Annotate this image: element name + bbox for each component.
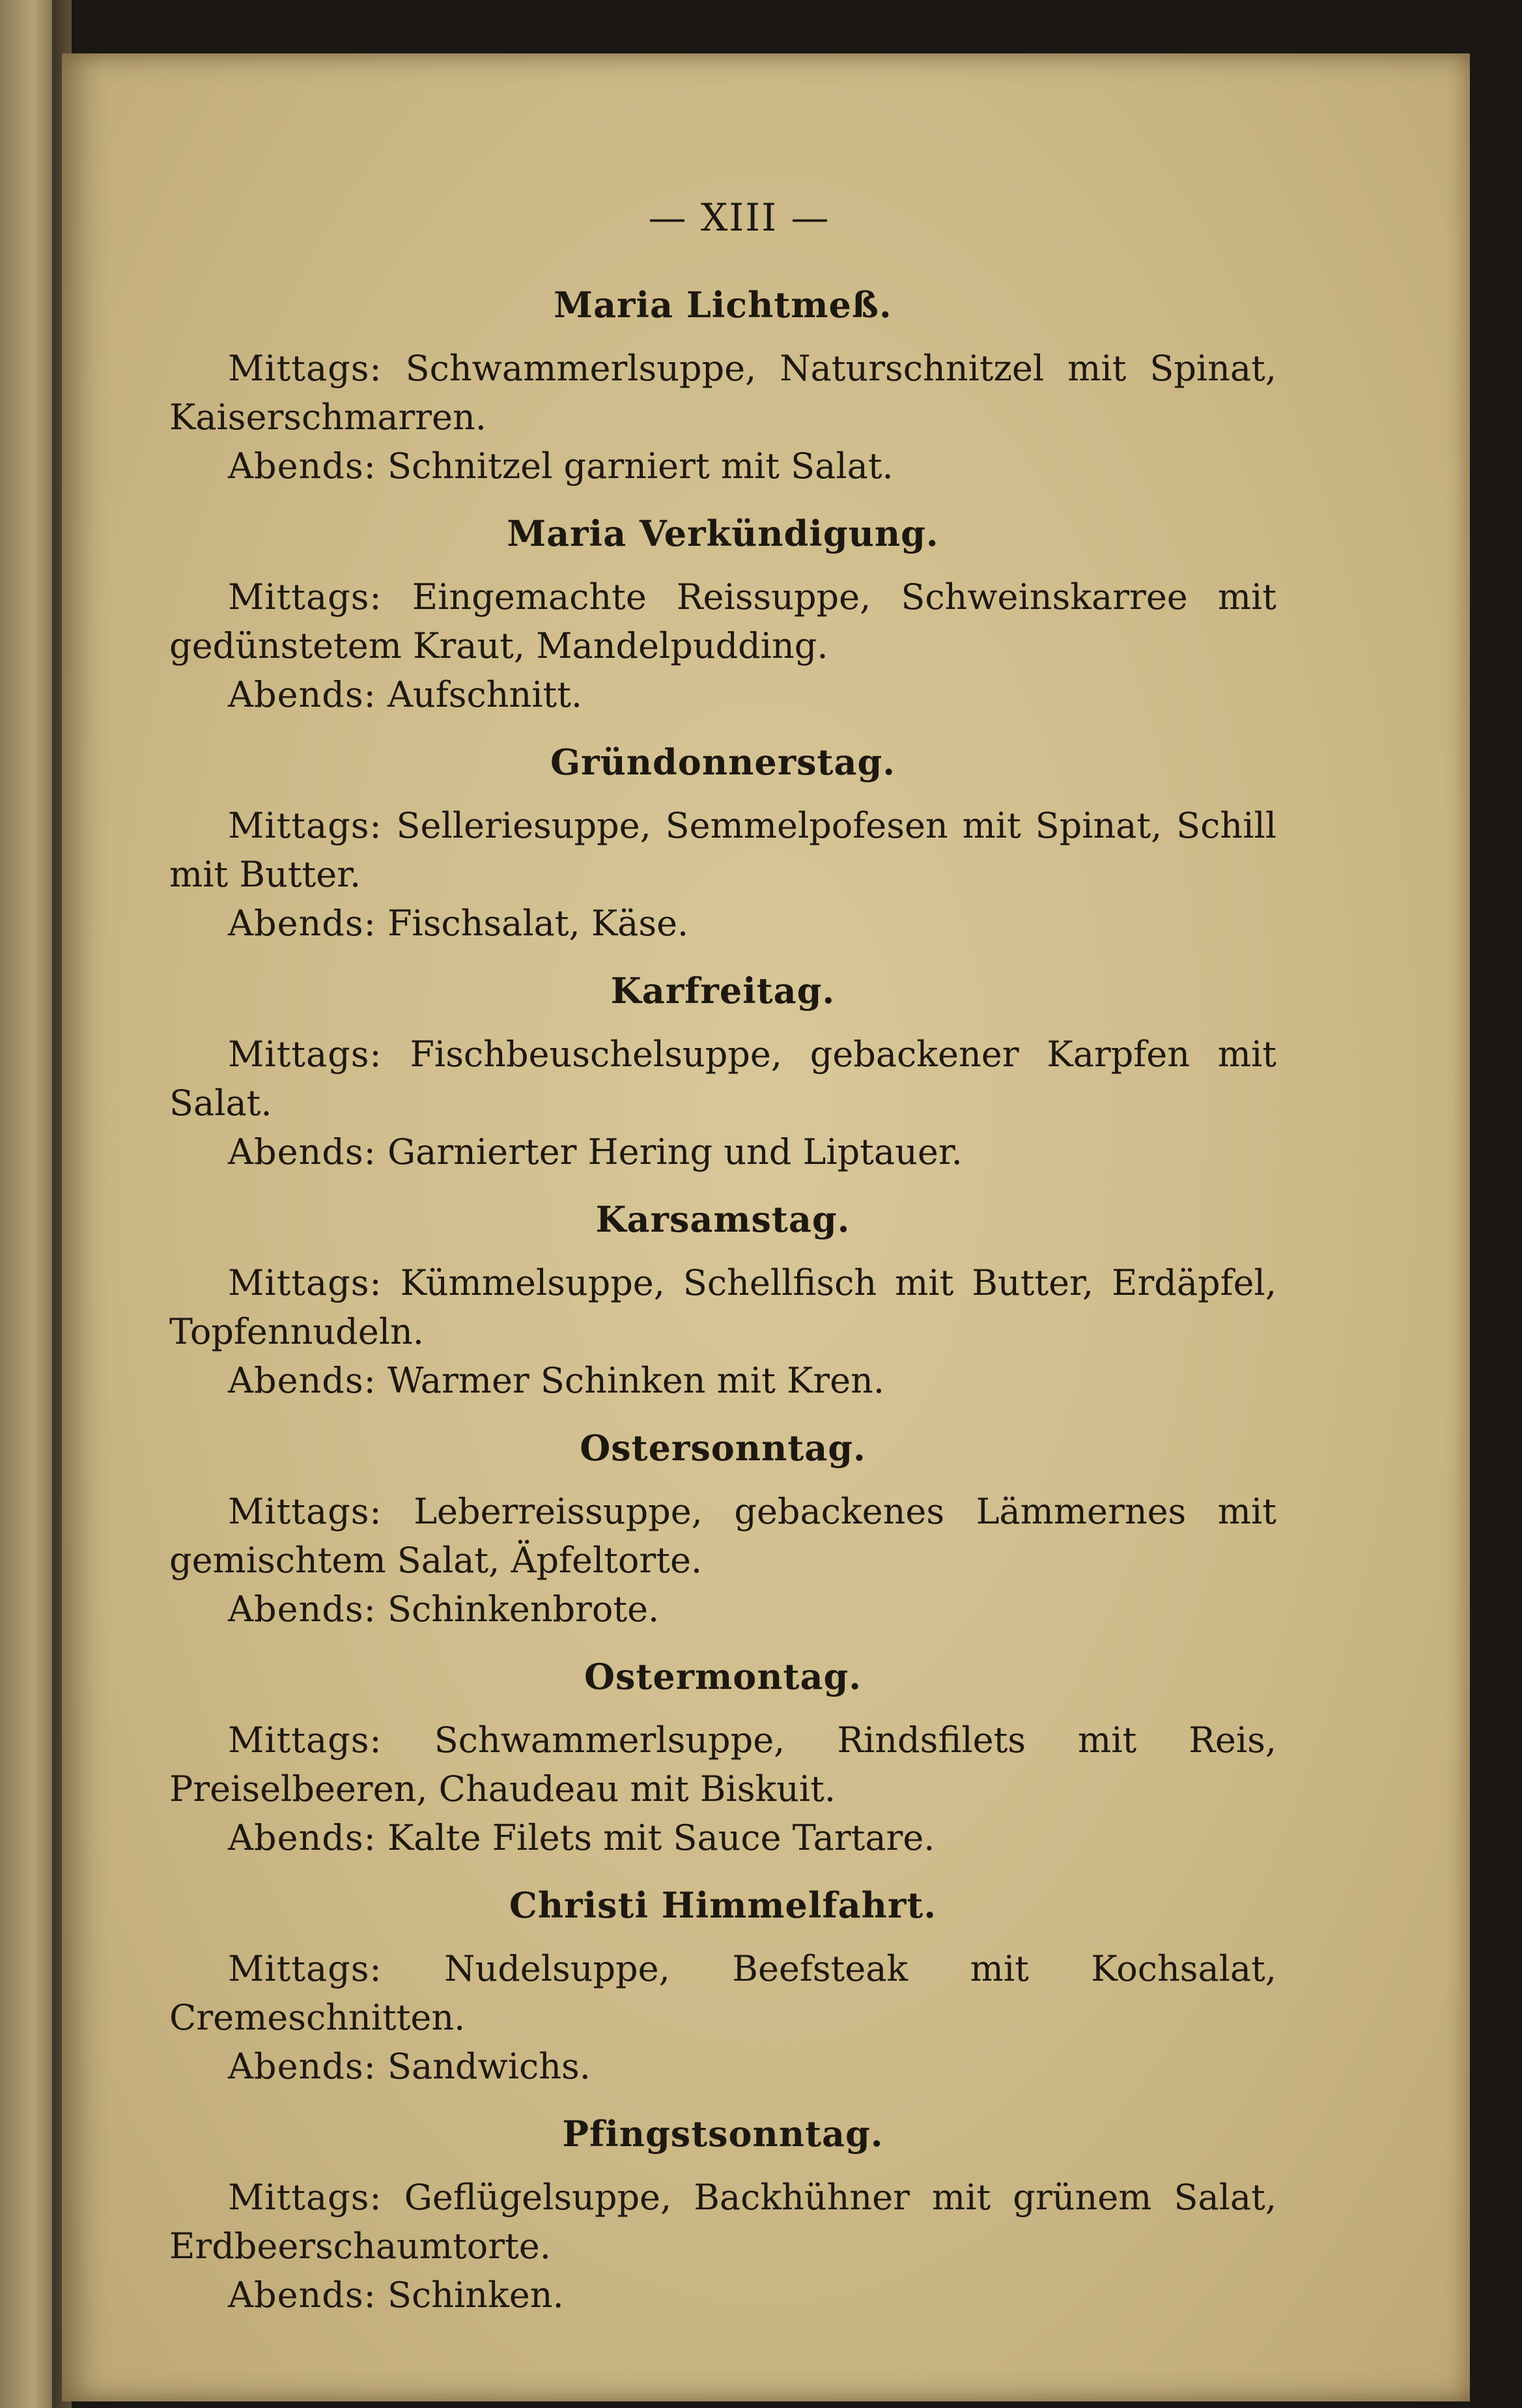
menu-section xyxy=(169,1427,1276,1634)
lunch-entry xyxy=(169,1258,1276,1356)
menu-section xyxy=(169,2113,1276,2319)
menu-section xyxy=(169,1198,1276,1405)
dinner-entry xyxy=(169,1356,1276,1405)
lunch-dishes: Geflügelsuppe, Backhühner mit grünem Salat, Erdbeerschaumtorte. xyxy=(169,2177,1276,2267)
dinner-label: Abends: xyxy=(228,1131,376,1172)
section-heading: Maria Verkündigung. xyxy=(507,513,939,554)
menu-section xyxy=(169,284,1276,490)
dinner-label: Abends: xyxy=(228,1360,376,1401)
dinner-dishes: Warmer Schinken mit Kren. xyxy=(387,1360,884,1401)
section-heading: Ostersonntag. xyxy=(580,1427,866,1469)
dinner-label: Abends: xyxy=(228,2274,376,2316)
dinner-dishes: Schnitzel garniert mit Salat. xyxy=(387,446,894,487)
dinner-dishes: Kalte Filets mit Sauce Tartare. xyxy=(387,1817,935,1858)
lunch-label: Mittags: xyxy=(228,1948,382,1989)
lunch-dishes: Eingemachte Reissuppe, Schweinskarree mit gedünstetem Kraut, Mandelpudding. xyxy=(169,576,1276,666)
dinner-entry xyxy=(169,2271,1276,2319)
lunch-label: Mittags: xyxy=(228,805,382,846)
lunch-label: Mittags: xyxy=(228,1034,382,1075)
dinner-entry xyxy=(169,2042,1276,2091)
dinner-label: Abends: xyxy=(228,674,376,715)
lunch-label: Mittags: xyxy=(228,1491,382,1532)
dinner-dishes: Fischsalat, Käse. xyxy=(387,903,689,944)
lunch-entry xyxy=(169,2173,1276,2271)
menu-sections xyxy=(169,284,1276,2319)
menu-section xyxy=(169,513,1276,719)
lunch-entry xyxy=(169,1030,1276,1127)
menu-section xyxy=(169,741,1276,948)
dinner-label: Abends: xyxy=(228,1817,376,1858)
lunch-dishes: Leberreissuppe, gebackenes Lämmernes mit gemischtem Salat, Äpfeltorte. xyxy=(169,1491,1276,1581)
section-heading: Karfreitag. xyxy=(610,970,836,1012)
dinner-dishes: Schinkenbrote. xyxy=(387,1589,660,1630)
menu-section xyxy=(169,1656,1276,1862)
dinner-label: Abends: xyxy=(228,2046,376,2087)
lunch-entry xyxy=(169,1944,1276,2042)
lunch-entry xyxy=(169,1716,1276,1813)
dinner-entry xyxy=(169,899,1276,948)
dinner-dishes: Schinken. xyxy=(387,2274,564,2316)
dinner-entry xyxy=(169,1585,1276,1634)
lunch-dishes: Nudelsuppe, Beefsteak mit Kochsalat, Cremeschnitten. xyxy=(169,1948,1276,2038)
dinner-entry xyxy=(169,1813,1276,1862)
section-heading: Gründonnerstag. xyxy=(550,741,896,783)
dinner-entry xyxy=(169,670,1276,719)
section-heading: Pfingstsonntag. xyxy=(562,2113,884,2155)
lunch-label: Mittags: xyxy=(228,1720,382,1761)
dinner-entry xyxy=(169,1127,1276,1176)
dinner-entry xyxy=(169,442,1276,490)
page-number: — XIII — xyxy=(648,195,830,240)
section-heading: Karsamstag. xyxy=(595,1198,851,1240)
lunch-entry xyxy=(169,344,1276,442)
lunch-entry xyxy=(169,573,1276,670)
dinner-dishes: Garnierter Hering und Liptauer. xyxy=(387,1131,963,1172)
lunch-label: Mittags: xyxy=(228,576,382,617)
dinner-label: Abends: xyxy=(228,1589,376,1630)
section-heading: Maria Lichtmeß. xyxy=(554,284,892,326)
lunch-dishes: Fischbeuschelsuppe, gebackener Karpfen mit Salat. xyxy=(169,1034,1276,1124)
menu-section xyxy=(169,1884,1276,2091)
lunch-dishes: Schwammerlsuppe, Naturschnitzel mit Spinat, Kaiserschmarren. xyxy=(169,348,1276,438)
lunch-label: Mittags: xyxy=(228,1262,382,1303)
dinner-dishes: Aufschnitt. xyxy=(387,674,583,715)
lunch-label: Mittags: xyxy=(228,2177,382,2218)
lunch-entry xyxy=(169,1487,1276,1585)
lunch-dishes: Kümmelsuppe, Schellfisch mit Butter, Erdäpfel, Topfennudeln. xyxy=(169,1262,1276,1352)
dinner-label: Abends: xyxy=(228,446,376,487)
section-heading: Christi Himmelfahrt. xyxy=(509,1884,937,1926)
section-heading: Ostermontag. xyxy=(584,1656,862,1697)
dinner-label: Abends: xyxy=(228,903,376,944)
page-content xyxy=(169,195,1276,2342)
menu-section xyxy=(169,970,1276,1176)
lunch-entry xyxy=(169,801,1276,899)
dinner-dishes: Sandwichs. xyxy=(387,2046,591,2087)
lunch-dishes: Selleriesuppe, Semmelpofesen mit Spinat, Schill mit Butter. xyxy=(169,805,1277,895)
lunch-label: Mittags: xyxy=(228,348,382,389)
lunch-dishes: Schwammerlsuppe, Rindsfilets mit Reis, Preiselbeeren, Chaudeau mit Biskuit. xyxy=(169,1720,1276,1809)
